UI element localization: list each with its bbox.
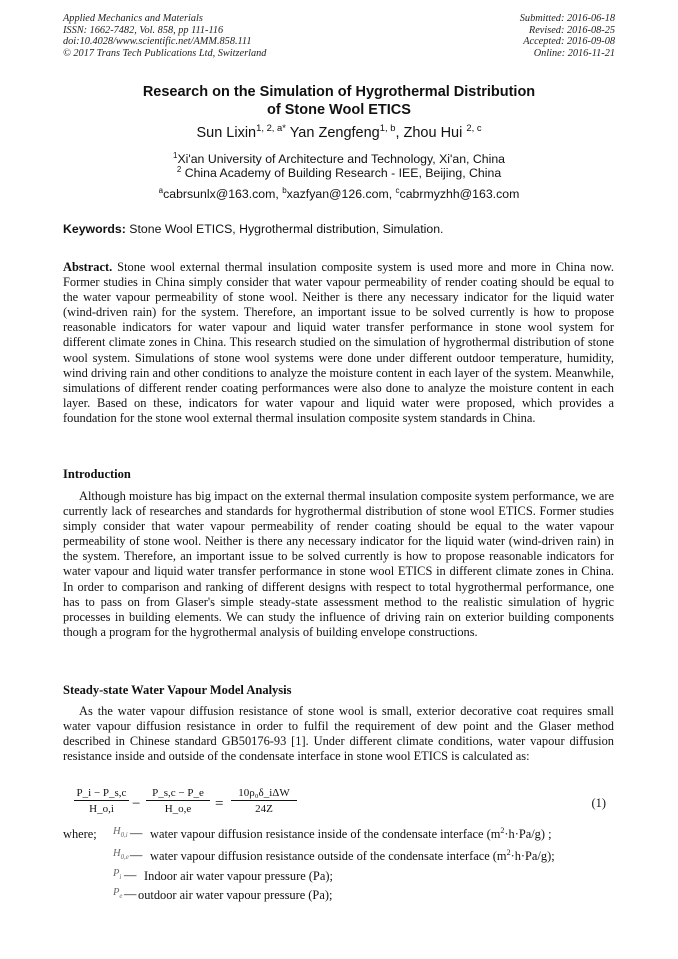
definition-dash: — bbox=[124, 868, 137, 882]
equation-1 bbox=[74, 787, 614, 821]
equation-fraction bbox=[146, 787, 210, 815]
email-link[interactable]: cabrmyzhh@163.com bbox=[399, 187, 520, 201]
where-label: where; bbox=[63, 827, 97, 841]
equation-minus: − bbox=[132, 796, 141, 812]
author-name: Zhou Hui bbox=[403, 125, 463, 141]
affiliation-text: China Academy of Building Research - IEE, Beijing, China bbox=[184, 166, 502, 180]
abstract-text: Stone wool external thermal insulation composite system is used more and more in China now. Former studies in China simply consider that water vapour permeability of render coating should be equal to the water vapour permeability of stone wool. Neither is there any necessary indicator for the liquid water (wind-driven rain) for the system. Therefore, an important issue to be solved currently is how to propose reasonable indicators for water vapour and liquid water transfer performance in stone wool system for different climate zones in China. This research studied on the simulation of hygrothermal distribution of stone wool system. Simulations of stone wool systems were done under different outdoor temperature, humidity, wind driving rain and other conditions to analyze the moisture content in each layer of the system. Meanwhile, simulations of different render coating performances were also done to analyze the moisture content in each layer. Based on these, indicators for water vapour and liquid water were proposed, which provides a foundation for the stone wool external thermal insulation composite system standards in China. bbox=[63, 260, 614, 425]
definition-h0i: water vapour diffusion resistance inside of the condensate interface $(m^2\cdot h\cdot Pa/g)$ ; bbox=[150, 825, 552, 841]
equation-numerator: P_i − P_s,c bbox=[74, 787, 129, 801]
title-line-1: Research on the Simulation of Hygrothermal Distribution bbox=[142, 84, 536, 100]
author-name: Yan Zengfeng bbox=[289, 125, 380, 141]
author-superscript: 2, c bbox=[466, 122, 482, 134]
affiliation-number: 2 bbox=[176, 164, 182, 174]
definition-dash: — bbox=[124, 887, 137, 901]
definition-dash: — bbox=[130, 848, 143, 862]
email-link[interactable]: xazfyan@126.com bbox=[286, 187, 389, 201]
equation-denominator: H_o,i bbox=[89, 803, 114, 815]
email-marker: b bbox=[282, 185, 287, 195]
equation-fraction bbox=[231, 787, 297, 815]
email-marker: c bbox=[395, 185, 400, 195]
symbol-h0e: $H_{0,e}$ bbox=[113, 848, 129, 862]
affiliation bbox=[0, 152, 678, 167]
journal-header bbox=[63, 13, 266, 59]
symbol-pi: $P_i$ bbox=[113, 868, 122, 882]
steady-state-paragraph: As the water vapour diffusion resistance of stone wool is small, exterior decorative coat requires small water vapour diffusion resistance in order to fulfil the requirement of dew point and the Glaser method described in Chinese standard GB50176-93 [1]. Under different climate conditions, water vapour diffusion resistance inside and outside of the condensate interface in stone wool ETICS is calculated as: bbox=[63, 704, 614, 764]
affiliation-text: Xi'an University of Architecture and Technology, Xi'an, China bbox=[177, 152, 505, 166]
affiliation-number: 1 bbox=[172, 150, 178, 160]
author-superscript: 1, 2, a* bbox=[256, 122, 286, 134]
keywords-text: Stone Wool ETICS, Hygrothermal distribution, Simulation. bbox=[129, 222, 444, 236]
submitted-date: Submitted: 2016-06-18 bbox=[519, 13, 615, 24]
abstract-label: Abstract. bbox=[63, 260, 113, 274]
definition-h0e: water vapour diffusion resistance outside of the condensate interface $(m^2\cdot h\cdot Pa/g)$; bbox=[150, 847, 555, 863]
doi-line: doi:10.4028/www.scientific.net/AMM.858.111 bbox=[63, 36, 252, 48]
keywords-line bbox=[63, 222, 443, 236]
author-list: Sun Lixin$^{1, 2, a*}$ Yan Zengfeng$^{1, b}$, Zhou Hui $^{2, c}$ bbox=[196, 122, 482, 141]
definition-dash: — bbox=[130, 826, 143, 840]
equation-equals: = bbox=[215, 796, 224, 812]
journal-name: Applied Mechanics and Materials bbox=[63, 13, 203, 24]
equation-numerator: P_s,c − P_e bbox=[146, 787, 210, 801]
section-heading-steady-state: Steady-state Water Vapour Model Analysis bbox=[63, 683, 292, 697]
keywords-label: Keywords: bbox=[63, 222, 126, 236]
title-line-2: of Stone Wool ETICS bbox=[267, 102, 411, 118]
equation-numerator: 10ρ₀δ_iΔW bbox=[231, 787, 297, 801]
online-date: Online: 2016-11-21 bbox=[533, 47, 615, 59]
symbol-h0i: $H_{0,i}$ bbox=[113, 826, 128, 840]
issn-line: ISSN: 1662-7482, Vol. 858, pp 111-116 bbox=[63, 24, 224, 36]
accepted-date: Accepted: 2016-09-08 bbox=[523, 36, 615, 48]
dates-header bbox=[520, 13, 615, 59]
copyright-line: © 2017 Trans Tech Publications Ltd, Switzerland bbox=[63, 47, 267, 59]
email-list: $^a$cabrsunlx@163.com, $^b$xazfyan@126.com, $^c$cabrmyzhh@163.com bbox=[158, 185, 520, 201]
author-name: Sun Lixin bbox=[196, 125, 257, 141]
paper-title bbox=[0, 83, 678, 119]
symbol-pe: $P_e$ bbox=[113, 887, 123, 901]
definition-pe: outdoor air water vapour pressure (Pa); bbox=[138, 888, 333, 902]
author-superscript: 1, b bbox=[379, 122, 396, 134]
section-heading-introduction: Introduction bbox=[63, 467, 131, 481]
abstract-paragraph bbox=[63, 260, 614, 426]
equation-fraction bbox=[74, 787, 129, 815]
introduction-paragraph: Although moisture has big impact on the external thermal insulation composite system performance, we are currently lack of researches and standards for hygrothermal distribution of stone wool ETICS. Former studies simply consider that water vapour permeability of render coating should be equal to the water vapour permeability of stone wool. Neither is there any necessary indicator for the liquid water (wind-driven rain) in the system. Therefore, an important issue to be solved currently is how to propose reasonable indicators for water vapour and liquid water transfer performance in stone wool ETICS in different climate zones in China. In order to comparison and ranking of different designs with respect to total hygrothermal performance, one has to pass on from Glaser's simple steady-state assessment method to the realistic simulation of hygric processes in building elements. We can study the influence of driving rain on exterior building components though a program for the hygrothermal analysis of building envelope constructions. bbox=[63, 489, 614, 639]
equation-number: (1) bbox=[591, 796, 606, 810]
email-link[interactable]: cabrsunlx@163.com bbox=[163, 187, 276, 201]
revised-date: Revised: 2016-08-25 bbox=[528, 24, 615, 36]
equation-denominator: 24Z bbox=[255, 803, 273, 815]
equation-denominator: H_o,e bbox=[164, 803, 192, 815]
email-marker: a bbox=[158, 185, 164, 195]
affiliation bbox=[0, 166, 678, 181]
definition-pi: Indoor air water vapour pressure (Pa); bbox=[144, 869, 333, 883]
